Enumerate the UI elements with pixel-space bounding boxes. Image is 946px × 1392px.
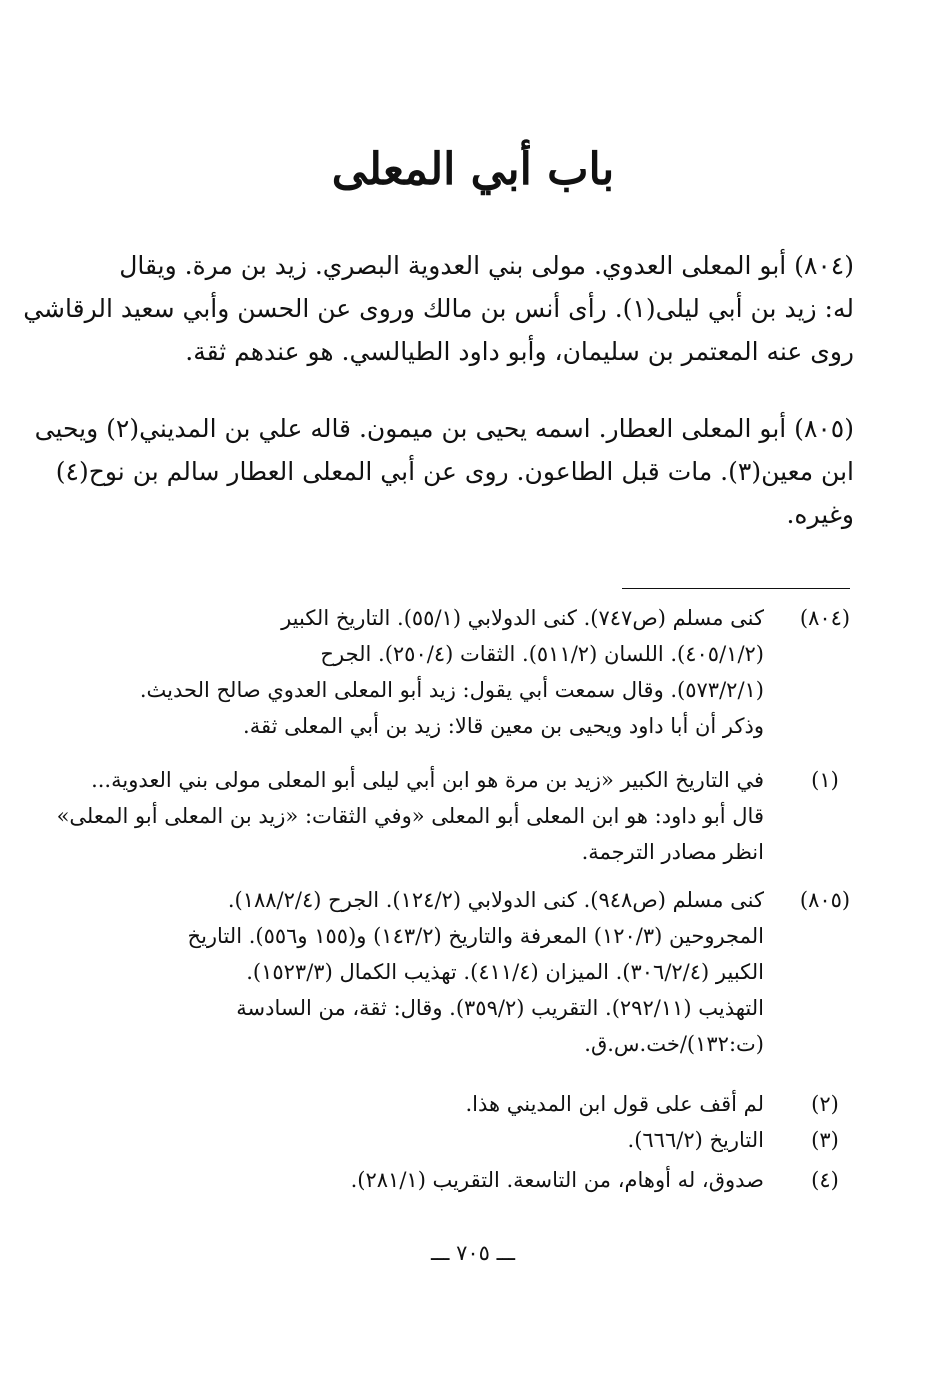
footnote-line: لم أقف على قول ابن المديني هذا. bbox=[465, 1092, 764, 1116]
footnote-number: (٨٠٥) bbox=[799, 888, 851, 912]
footnote-number: (٤) bbox=[811, 1168, 839, 1192]
footnote-line: كنى مسلم (ص٧٤٧). كنى الدولابي (٥٥/١). التاريخ الكبير bbox=[281, 606, 764, 630]
entry-line: ابن معين(٣). مات قبل الطاعون. روى عن أبي المعلى العطار سالم بن نوح(٤) bbox=[55, 457, 854, 486]
footnote-body bbox=[110, 882, 764, 1062]
footnote-number: (٨٠٤) bbox=[799, 606, 851, 630]
footnote-line: انظر مصادر الترجمة. bbox=[581, 840, 764, 864]
footnote-body bbox=[56, 762, 764, 870]
footnote-line: المجروحين (١٢٠/٣) المعرفة والتاريخ (١٤٣/٢) و(١٥٥ و٥٥٦). التاريخ bbox=[187, 924, 764, 948]
footnote-line: التاريخ (٦٦٦/٢). bbox=[627, 1128, 764, 1152]
footnote-line: وذكر أن أبا داود ويحيى بن معين قالا: زيد بن أبي المعلى ثقة. bbox=[243, 714, 764, 738]
entry-804 bbox=[23, 244, 854, 373]
footnote-line: في التاريخ الكبير «زيد بن مرة هو ابن أبي ليلى أبو المعلى مولى بني العدوية... bbox=[91, 768, 764, 792]
footnote-line: صدوق، له أوهام، من التاسعة. التقريب (٢٨١/١). bbox=[350, 1168, 764, 1192]
footnote-number: (٢) bbox=[811, 1092, 839, 1116]
footnote-line: (ت:١٣٢)/خت.س.ق. bbox=[584, 1032, 764, 1056]
footnote-number: (٣) bbox=[811, 1128, 839, 1152]
footnote-body bbox=[110, 1122, 764, 1158]
footnote-body bbox=[110, 1162, 764, 1198]
footnote-body bbox=[110, 600, 764, 744]
footnote-separator bbox=[622, 588, 850, 589]
footnote-line: قال أبو داود: هو ابن المعلى أبو المعلى «وفي الثقات: «زيد بن المعلى أبو المعلى» bbox=[56, 804, 764, 828]
entry-line: له: زيد بن أبي ليلى(١). رأى أنس بن مالك وروى عن الحسن وأبي سعيد الرقاشي bbox=[23, 294, 854, 323]
footnote-number: (١) bbox=[811, 768, 839, 792]
entry-line: (٨٠٥) أبو المعلى العطار. اسمه يحيى بن ميمون. قاله علي بن المديني(٢) ويحيى bbox=[34, 414, 854, 443]
footnote-line: (٤٠٥/١/٢). اللسان (٥١١/٢). الثقات (٢٥٠/٤). الجرح bbox=[320, 642, 764, 666]
footnote-line: (٥٧٣/٢/١). وقال سمعت أبي يقول: زيد أبو المعلى العدوي صالح الحديث. bbox=[139, 678, 764, 702]
footnote-line: كنى مسلم (ص٩٤٨). كنى الدولابي (١٢٤/٢). الجرح (١٨٨/٢/٤). bbox=[227, 888, 764, 912]
chapter-title: باب أبي المعلى bbox=[331, 144, 615, 195]
footnote-line: التهذيب (٢٩٢/١١). التقريب (٣٥٩/٢). وقال: ثقة، من السادسة bbox=[236, 996, 764, 1020]
entry-line: روى عنه المعتمر بن سليمان، وأبو داود الطيالسي. هو عندهم ثقة. bbox=[185, 337, 854, 366]
entry-line: (٨٠٤) أبو المعلى العدوي. مولى بني العدوية البصري. زيد بن مرة. ويقال bbox=[119, 251, 854, 280]
page-number: ـــ ٧٠٥ ـــ bbox=[430, 1241, 516, 1265]
entry-805 bbox=[34, 407, 854, 536]
footnote-line: الكبير (٣٠٦/٢/٤). الميزان (٤١١/٤). تهذيب الكمال (١٥٢٣/٣). bbox=[246, 960, 764, 984]
entry-line: وغيره. bbox=[786, 500, 854, 529]
footnote-body bbox=[110, 1086, 764, 1122]
